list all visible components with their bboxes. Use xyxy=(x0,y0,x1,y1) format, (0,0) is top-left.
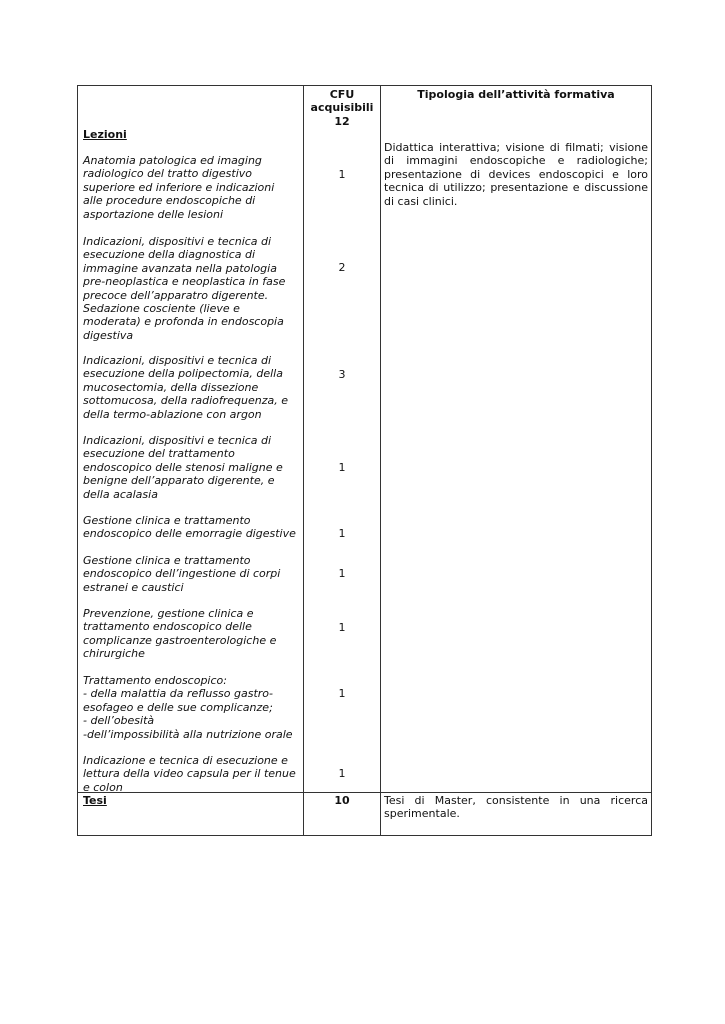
lesson-item-2: Indicazioni, dispositivi e tecnica di esecuzione della diagnostica di immagine avanzata nella patologia pre-neoplastica e neoplastica in fase precoce dell’apparatro digerente. Sedazione cosciente (lieve e moderata) e profonda in endoscopia digestiva xyxy=(83,235,286,342)
lesson-cfu-8: 1 xyxy=(338,687,346,700)
tesi-tipologia: Tesi di Master, consistente in una ricerca sperimentale. xyxy=(384,794,648,821)
tesi-heading: Tesi xyxy=(83,794,107,807)
lesson-item-3: Indicazioni, dispositivi e tecnica di esecuzione della polipectomia, della mucosectomia, della dissezione sottomucosa, della radiofrequenza, e della termo-ablazione con argon xyxy=(83,354,289,421)
lesson-cfu-4: 1 xyxy=(338,461,346,474)
lesson-cfu-1: 1 xyxy=(338,168,346,181)
lesson-item-9: Indicazione e tecnica di esecuzione e lettura della video capsula per il tenue e colon xyxy=(83,754,296,794)
curriculum-table xyxy=(77,85,652,836)
lesson-cfu-9: 1 xyxy=(338,767,346,780)
cfu-header: CFU acquisibili 12 xyxy=(310,88,374,128)
lesson-cfu-5: 1 xyxy=(338,527,346,540)
lesson-item-6: Gestione clinica e trattamento endoscopico dell’ingestione di corpi estranei e caustici xyxy=(83,554,281,594)
column-divider xyxy=(380,86,381,835)
lezioni-tipologia: Didattica interattiva; visione di filmati; visione di immagini endoscopiche e radiologiche; presentazione di devices endoscopici e loro tecnica di utilizzo; presentazione e discussione di casi clinici. xyxy=(384,141,648,208)
tipologia-header: Tipologia dell’attività formativa xyxy=(417,88,615,101)
lesson-item-5: Gestione clinica e trattamento endoscopico delle emorragie digestive xyxy=(83,514,296,541)
lezioni-heading: Lezioni xyxy=(83,128,127,141)
lesson-item-8: Trattamento endoscopico: - della malattia da reflusso gastro- esofageo e delle sue complicanze; - dell’obesità -dell’impossibilità alla nutrizione orale xyxy=(83,674,293,741)
lesson-cfu-2: 2 xyxy=(338,261,346,274)
lesson-cfu-3: 3 xyxy=(338,368,346,381)
lesson-cfu-7: 1 xyxy=(338,621,346,634)
lesson-item-7: Prevenzione, gestione clinica e trattamento endoscopico delle complicanze gastroenterologiche e chirurgiche xyxy=(83,607,277,661)
lesson-cfu-6: 1 xyxy=(338,567,346,580)
tesi-cfu: 10 xyxy=(334,794,350,807)
lesson-item-1: Anatomia patologica ed imaging radiologico del tratto digestivo superiore ed inferiore e indicazioni alle procedure endoscopiche di asportazione delle lesioni xyxy=(83,154,275,221)
lesson-item-4: Indicazioni, dispositivi e tecnica di esecuzione del trattamento endoscopico delle stenosi maligne e benigne dell’apparato digerente, e della acalasia xyxy=(83,434,283,501)
